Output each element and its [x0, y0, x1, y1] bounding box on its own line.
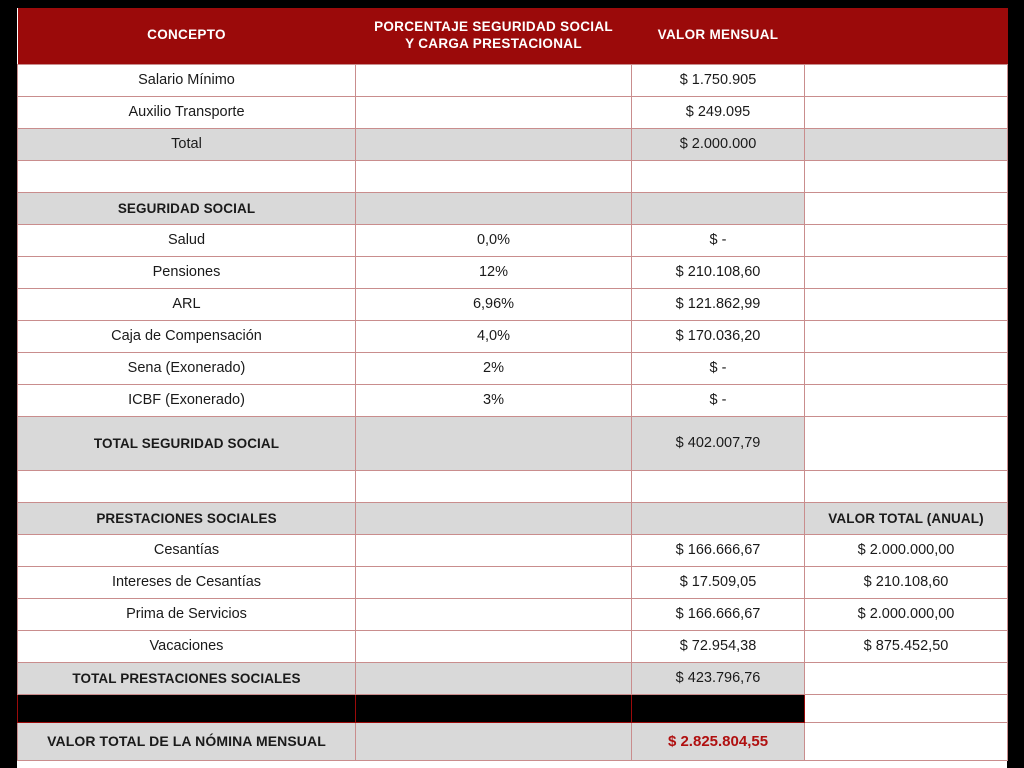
- table-row[interactable]: [18, 288, 1008, 320]
- header-porcentaje-line2: Y CARGA PRESTACIONAL: [405, 35, 582, 51]
- cell-porcentaje[interactable]: 2%: [356, 352, 632, 384]
- cell-concepto[interactable]: Cesantías: [18, 534, 356, 566]
- cell-concepto[interactable]: Intereses de Cesantías: [18, 566, 356, 598]
- table-row[interactable]: [18, 64, 1008, 96]
- cell-valor-mensual[interactable]: $ 210.108,60: [632, 256, 805, 288]
- cell-porcentaje[interactable]: [356, 566, 632, 598]
- cell-porcentaje[interactable]: [356, 128, 632, 160]
- table-header: [18, 8, 1008, 64]
- cell-porcentaje[interactable]: [356, 662, 632, 694]
- cell-concepto[interactable]: Auxilio Transporte: [18, 96, 356, 128]
- cell-porcentaje[interactable]: [356, 534, 632, 566]
- cell-concepto[interactable]: ARL: [18, 288, 356, 320]
- cell-porcentaje[interactable]: [356, 192, 632, 224]
- cell-porcentaje[interactable]: 4,0%: [356, 320, 632, 352]
- cell-valor-anual[interactable]: $ 875.452,50: [805, 630, 1008, 662]
- cell-concepto[interactable]: Total: [18, 128, 356, 160]
- cell-porcentaje[interactable]: [356, 96, 632, 128]
- cell-concepto[interactable]: Caja de Compensación: [18, 320, 356, 352]
- cell-valor-anual[interactable]: [805, 694, 1008, 722]
- cell-valor-mensual[interactable]: [632, 192, 805, 224]
- cell-valor-anual[interactable]: $ 2.000.000,00: [805, 534, 1008, 566]
- cell-valor-mensual[interactable]: [632, 694, 805, 722]
- cell-concepto[interactable]: [18, 694, 356, 722]
- cell-concepto[interactable]: Vacaciones: [18, 630, 356, 662]
- header-porcentaje: [356, 8, 632, 64]
- cell-valor-mensual[interactable]: $ 423.796,76: [632, 662, 805, 694]
- cell-concepto[interactable]: TOTAL SEGURIDAD SOCIAL: [18, 416, 356, 470]
- cell-concepto[interactable]: TOTAL PRESTACIONES SOCIALES: [18, 662, 356, 694]
- cell-concepto[interactable]: Pensiones: [18, 256, 356, 288]
- cell-porcentaje[interactable]: [356, 416, 632, 470]
- cell-porcentaje[interactable]: [356, 722, 632, 760]
- section-header-seguridad-social[interactable]: [18, 192, 1008, 224]
- cell-porcentaje[interactable]: [356, 160, 632, 192]
- section-header-prestaciones-sociales[interactable]: [18, 502, 1008, 534]
- header-row: [18, 8, 1008, 64]
- cell-porcentaje[interactable]: [356, 64, 632, 96]
- cell-porcentaje[interactable]: 6,96%: [356, 288, 632, 320]
- cell-valor-mensual[interactable]: [632, 502, 805, 534]
- cell-valor-mensual[interactable]: $ 170.036,20: [632, 320, 805, 352]
- spreadsheet-sheet: [17, 8, 1007, 768]
- cell-valor-anual[interactable]: [805, 128, 1008, 160]
- table-row[interactable]: [18, 96, 1008, 128]
- cell-concepto[interactable]: Prima de Servicios: [18, 598, 356, 630]
- cell-valor-anual[interactable]: [805, 288, 1008, 320]
- table-row[interactable]: [18, 256, 1008, 288]
- header-valor-total-anual[interactable]: VALOR TOTAL (ANUAL): [805, 502, 1008, 534]
- cell-porcentaje[interactable]: [356, 470, 632, 502]
- cell-concepto[interactable]: Salud: [18, 224, 356, 256]
- payroll-table: [17, 8, 1008, 761]
- cell-valor-mensual[interactable]: $ 121.862,99: [632, 288, 805, 320]
- cell-concepto[interactable]: SEGURIDAD SOCIAL: [18, 192, 356, 224]
- header-valor-mensual: VALOR MENSUAL: [632, 8, 805, 64]
- cell-valor-mensual[interactable]: $ 166.666,67: [632, 598, 805, 630]
- cell-valor-anual[interactable]: [805, 224, 1008, 256]
- cell-valor-anual[interactable]: [805, 320, 1008, 352]
- cell-valor-mensual[interactable]: [632, 470, 805, 502]
- cell-concepto[interactable]: VALOR TOTAL DE LA NÓMINA MENSUAL: [18, 722, 356, 760]
- cell-porcentaje[interactable]: [356, 598, 632, 630]
- cell-valor-anual[interactable]: [805, 96, 1008, 128]
- cell-porcentaje[interactable]: [356, 502, 632, 534]
- table-row[interactable]: [18, 534, 1008, 566]
- cell-valor-anual[interactable]: [805, 416, 1008, 470]
- cell-valor-mensual[interactable]: $ 17.509,05: [632, 566, 805, 598]
- cell-valor-mensual[interactable]: $ 1.750.905: [632, 64, 805, 96]
- cell-valor-mensual[interactable]: $ 72.954,38: [632, 630, 805, 662]
- table-row-spacer[interactable]: [18, 160, 1008, 192]
- cell-concepto[interactable]: PRESTACIONES SOCIALES: [18, 502, 356, 534]
- cell-concepto[interactable]: Salario Mínimo: [18, 64, 356, 96]
- cell-valor-mensual[interactable]: $ 166.666,67: [632, 534, 805, 566]
- cell-valor-mensual[interactable]: $ 249.095: [632, 96, 805, 128]
- cell-valor-anual[interactable]: [805, 160, 1008, 192]
- cell-concepto[interactable]: Sena (Exonerado): [18, 352, 356, 384]
- table-row[interactable]: [18, 224, 1008, 256]
- cell-porcentaje[interactable]: 0,0%: [356, 224, 632, 256]
- cell-valor-anual[interactable]: [805, 722, 1008, 760]
- cell-valor-anual[interactable]: [805, 352, 1008, 384]
- table-row[interactable]: [18, 320, 1008, 352]
- cell-valor-mensual[interactable]: $ -: [632, 224, 805, 256]
- cell-concepto[interactable]: ICBF (Exonerado): [18, 384, 356, 416]
- cell-concepto[interactable]: [18, 160, 356, 192]
- cell-porcentaje[interactable]: [356, 630, 632, 662]
- table-body: [18, 64, 1008, 760]
- cell-porcentaje[interactable]: 3%: [356, 384, 632, 416]
- cell-valor-mensual[interactable]: $ 2.000.000: [632, 128, 805, 160]
- table-row[interactable]: [18, 352, 1008, 384]
- cell-valor-anual[interactable]: $ 2.000.000,00: [805, 598, 1008, 630]
- cell-concepto[interactable]: [18, 470, 356, 502]
- table-row[interactable]: [18, 384, 1008, 416]
- header-concepto: CONCEPTO: [18, 8, 356, 64]
- row-valor-total-nomina-mensual[interactable]: [18, 722, 1008, 760]
- cell-valor-mensual[interactable]: $ 2.825.804,55: [632, 722, 805, 760]
- cell-valor-mensual[interactable]: $ -: [632, 384, 805, 416]
- cell-valor-anual[interactable]: [805, 256, 1008, 288]
- cell-valor-mensual[interactable]: [632, 160, 805, 192]
- table-row-total-salario[interactable]: [18, 128, 1008, 160]
- cell-valor-anual[interactable]: [805, 470, 1008, 502]
- cell-porcentaje[interactable]: [356, 694, 632, 722]
- row-total-prestaciones-sociales[interactable]: [18, 662, 1008, 694]
- cell-valor-anual[interactable]: [805, 384, 1008, 416]
- header-porcentaje-line1: PORCENTAJE SEGURIDAD SOCIAL: [374, 18, 613, 34]
- cell-valor-anual[interactable]: $ 210.108,60: [805, 566, 1008, 598]
- header-blank: [805, 8, 1008, 64]
- cell-valor-mensual[interactable]: $ 402.007,79: [632, 416, 805, 470]
- selected-black-band-row[interactable]: [18, 694, 1008, 722]
- table-row[interactable]: [18, 598, 1008, 630]
- cell-porcentaje[interactable]: 12%: [356, 256, 632, 288]
- table-row-spacer[interactable]: [18, 470, 1008, 502]
- cell-valor-mensual[interactable]: $ -: [632, 352, 805, 384]
- cell-valor-anual[interactable]: [805, 662, 1008, 694]
- table-row[interactable]: [18, 630, 1008, 662]
- cell-valor-anual[interactable]: [805, 64, 1008, 96]
- row-total-seguridad-social[interactable]: [18, 416, 1008, 470]
- cell-valor-anual[interactable]: [805, 192, 1008, 224]
- table-row[interactable]: [18, 566, 1008, 598]
